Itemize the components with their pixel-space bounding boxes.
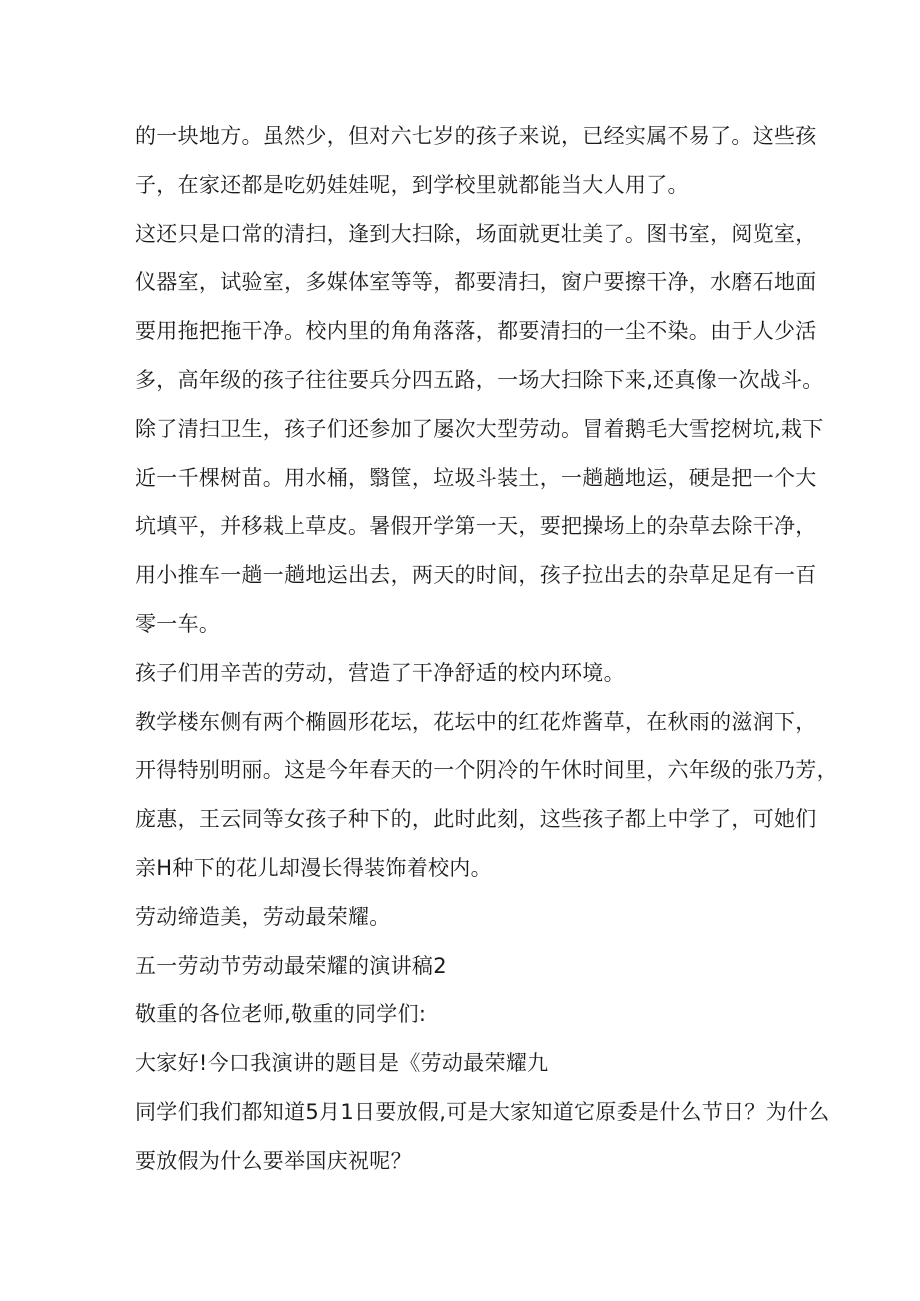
text-line: 零一车。 bbox=[135, 611, 221, 636]
paragraph-3 bbox=[135, 405, 824, 649]
text-line: 多，高年级的孩子往往要兵分四五路，一场大扫除下来,还真像一次战斗。 bbox=[135, 367, 824, 392]
text-line: 同学们我们都知道5月1日要放假,可是大家知道它原委是什么节日？为什么 bbox=[135, 1099, 830, 1124]
paragraph-1 bbox=[135, 112, 817, 210]
text-line: 近一千棵树苗。用水桶，翳筐，垃圾斗装土，一趟趟地运，硬是把一个大 bbox=[135, 465, 817, 490]
paragraph-6 bbox=[135, 893, 795, 942]
text-line: 劳动缔造美，劳动最荣耀。 bbox=[135, 904, 391, 929]
text-line: 仪器室，试验室，多媒体室等等，都要清扫，窗户要擦干净，水磨石地面 bbox=[135, 270, 817, 295]
paragraph-4 bbox=[135, 649, 795, 698]
text-line: 要用拖把拖干净。校内里的角角落落，都要清扫的一尘不染。由于人少活 bbox=[135, 319, 817, 344]
salutation bbox=[135, 990, 795, 1039]
section-heading bbox=[135, 942, 795, 991]
paragraph-5 bbox=[135, 698, 838, 893]
text-line: 的一块地方。虽然少，但对六七岁的孩子来说，已经实属不易了。这些孩 bbox=[135, 124, 817, 148]
text-line: 子，在家还都是吃奶娃娃呢，到学校里就都能当大人用了。 bbox=[135, 172, 689, 197]
text-line: 开得特别明丽。这是今年春天的一个阴冷的午休时间里，六年级的张乃芳， bbox=[135, 758, 838, 783]
paragraph-10 bbox=[135, 1088, 830, 1186]
paragraph-9 bbox=[135, 1039, 795, 1088]
text-line: 敬重的各位老师,敬重的同学们: bbox=[135, 1002, 427, 1027]
text-line: 五一劳动节劳动最荣耀的演讲稿2 bbox=[135, 953, 447, 978]
text-line: 坑填平，并移栽上草皮。暑假开学第一天，要把操场上的杂草去除干净， bbox=[135, 514, 817, 539]
text-line: 孩子们用辛苦的劳动，营造了干净舒适的校内环境。 bbox=[135, 660, 625, 685]
text-line: 要放假为什么要举国庆祝呢？ bbox=[135, 1148, 412, 1173]
text-line: 除了清扫卫生，孩子们还参加了屡次大型劳动。冒着鹅毛大雪挖树坑,栽下 bbox=[135, 416, 824, 441]
text-line: 亲H种下的花儿却漫长得装饰着校内。 bbox=[135, 855, 492, 880]
paragraph-2 bbox=[135, 210, 824, 405]
text-line: 教学楼东侧有两个椭圆形花坛，花坛中的红花炸酱草，在秋雨的滋润下， bbox=[135, 709, 817, 734]
text-line: 用小推车一趟一趟地运出去，两天的时间，孩子拉出去的杂草足足有一百 bbox=[135, 563, 817, 588]
text-line: 这还只是口常的清扫，逢到大扫除，场面就更壮美了。图书室，阅览室， bbox=[135, 221, 817, 246]
text-line: 庞惠，王云同等女孩子种下的，此时此刻，这些孩子都上中学了，可她们 bbox=[135, 807, 817, 832]
text-line: 大家好!今口我演讲的题目是《劳动最荣耀九 bbox=[135, 1051, 549, 1076]
document-body bbox=[135, 112, 838, 1186]
